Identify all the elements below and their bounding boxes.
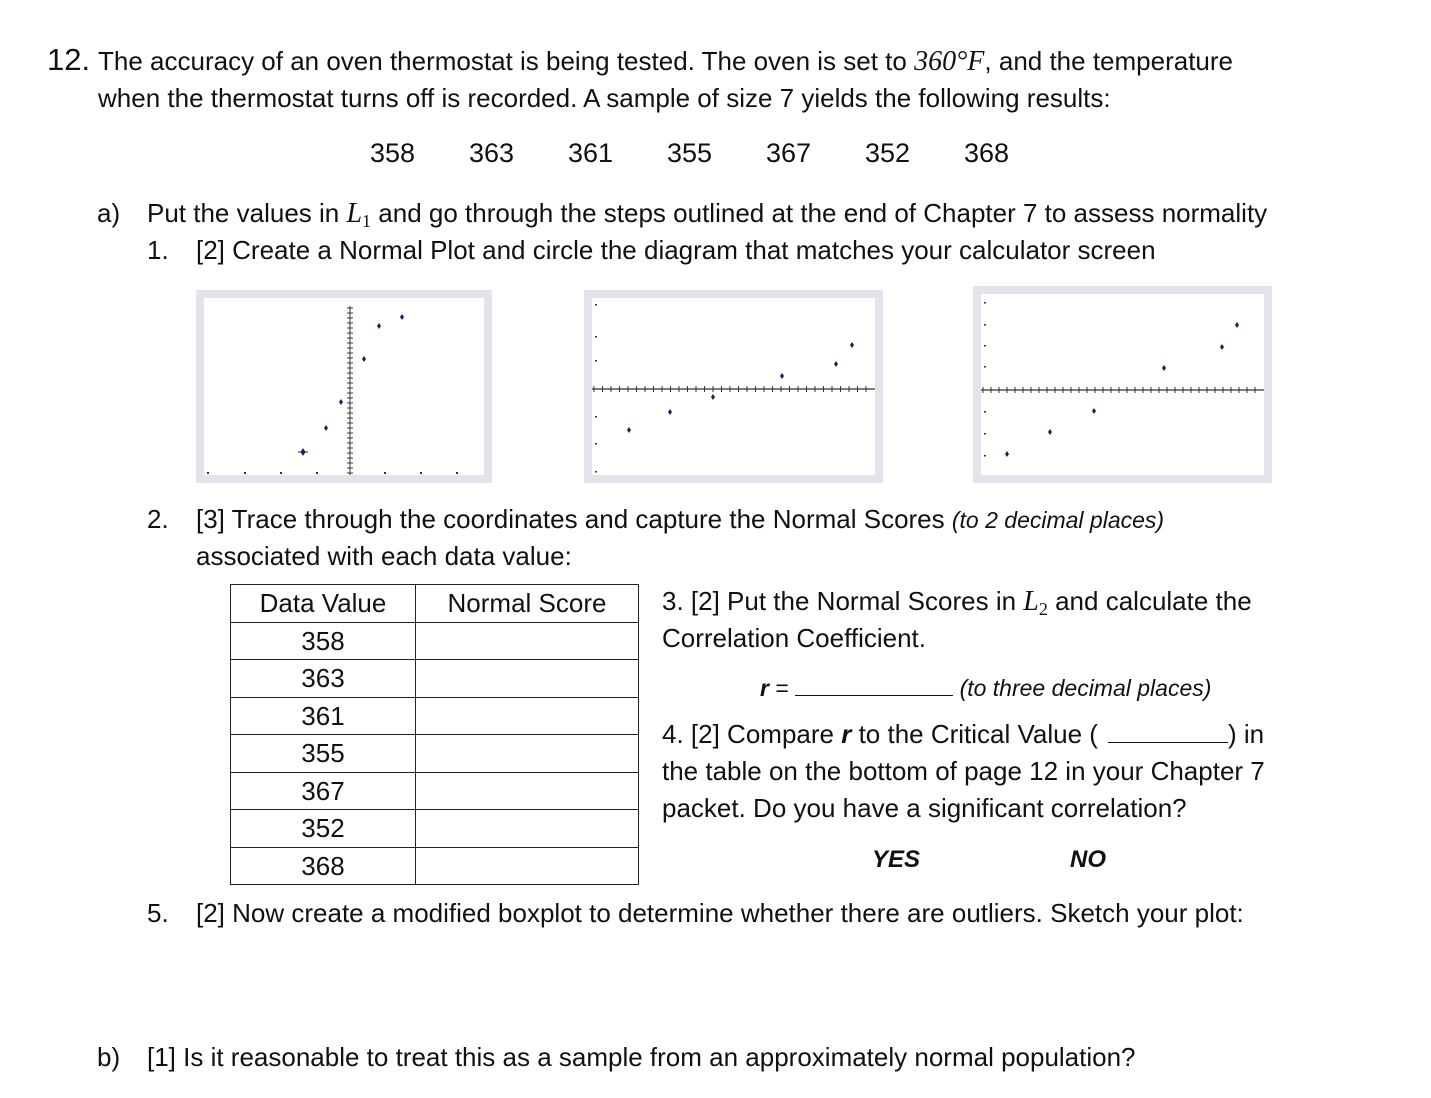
step-3-text-a: [2] Put the Normal Scores in (690, 586, 1024, 616)
part-b-text: [1] Is it reasonable to treat this as a sample from an approximately normal population? (147, 1042, 1136, 1072)
plot-2-point (668, 409, 672, 415)
plot-3-point (1048, 429, 1052, 435)
table-cell-normal-score[interactable] (416, 735, 639, 773)
plot-1-point (362, 356, 366, 362)
intro-line-1-a: The accuracy of an oven thermostat is being tested. The oven is set to (98, 46, 915, 76)
intro-line-1-b: , and the temperature (984, 46, 1234, 76)
list-l2-name: L (1023, 586, 1039, 617)
data-values-row (0, 138, 1431, 172)
table-header-normal-score: Normal Score (416, 585, 639, 623)
plot-2-point (850, 342, 854, 348)
table-header-data-value: Data Value (231, 585, 416, 623)
normal-score-table (230, 584, 639, 885)
plot-1-point (400, 314, 404, 320)
table-cell-normal-score[interactable] (416, 697, 639, 735)
table-row (231, 622, 639, 660)
data-value: 361 (568, 138, 614, 168)
step-4-number: 4. (662, 719, 684, 749)
plot-3-y-tick (984, 324, 986, 326)
table-cell-normal-score[interactable] (416, 772, 639, 810)
step-3-line-1 (662, 586, 1252, 620)
list-l1-name: L (346, 198, 363, 229)
yes-option[interactable]: YES (872, 846, 921, 873)
step-4-text-b: to the Critical Value ( (851, 719, 1098, 749)
intro-line-2: when the thermostat turns off is recorded. A sample of size 7 yields the following results: (98, 83, 1111, 113)
step-3-number: 3. (662, 586, 684, 616)
table-row (231, 772, 639, 810)
plot-3-point (1005, 451, 1009, 457)
plot-3-point (1092, 408, 1096, 414)
part-a-text (147, 198, 1267, 232)
plot-option-2-canvas (592, 298, 875, 475)
plot-1-x-tick (316, 472, 318, 474)
table-row (231, 660, 639, 698)
plot-3-y-tick (984, 366, 986, 368)
table-cell-data-value: 363 (231, 660, 416, 698)
step-3-line-2: Correlation Coefficient. (662, 623, 926, 653)
step-4-line-1 (662, 719, 1264, 750)
plot-2-point (780, 373, 784, 379)
plot-option-2[interactable] (584, 290, 883, 483)
step-3-text-b: and calculate the (1047, 586, 1252, 616)
r-answer-blank[interactable] (795, 673, 953, 696)
plot-3-point (1235, 322, 1239, 328)
part-a-text-a: Put the values in (147, 198, 347, 228)
step-4-r: r (841, 719, 852, 749)
plot-2-y-tick (595, 304, 597, 306)
table-cell-normal-score[interactable] (416, 660, 639, 698)
step-2-text-a: [3] Trace through the coordinates and capture the Normal Scores (196, 504, 952, 534)
plot-1-x-tick (280, 472, 282, 474)
list-l1 (346, 198, 371, 229)
plot-3-y-tick (984, 345, 986, 347)
table-cell-data-value: 358 (231, 622, 416, 660)
table-header-row (231, 585, 639, 623)
plot-2-y-tick (595, 360, 597, 362)
plot-1-point (298, 449, 308, 455)
plot-2-y-tick (595, 336, 597, 338)
table-row (231, 810, 639, 848)
step-2-number: 2. (147, 504, 169, 534)
plot-1-x-tick (456, 472, 458, 474)
table-cell-data-value: 368 (231, 847, 416, 885)
table-row (231, 735, 639, 773)
table-cell-normal-score[interactable] (416, 847, 639, 885)
data-value: 363 (469, 138, 515, 168)
plot-1-x-tick (244, 472, 246, 474)
step-5-text: [2] Now create a modified boxplot to determine whether there are outliers. Sketch your plot: (196, 898, 1244, 928)
intro-line-1 (98, 46, 1233, 78)
r-equals: = (768, 675, 796, 701)
plot-2-y-tick (595, 471, 597, 473)
data-value: 368 (964, 138, 1010, 168)
no-option[interactable]: NO (1070, 846, 1106, 873)
part-b-label: b) (97, 1042, 121, 1072)
plot-option-3-canvas (981, 294, 1264, 475)
plot-2-y-tick (595, 416, 597, 418)
table-row (231, 847, 639, 885)
list-l2 (1023, 586, 1048, 617)
step-4-text-c: ) in (1227, 719, 1265, 749)
plot-option-1[interactable] (196, 290, 492, 483)
question-number: 12. (47, 42, 91, 77)
plot-1-point (339, 399, 343, 405)
r-note: (to three decimal places) (959, 675, 1212, 701)
step-1-number: 1. (147, 235, 169, 265)
critical-value-blank[interactable] (1108, 720, 1228, 743)
set-temperature: 360°F (914, 46, 985, 77)
plot-3-point (1162, 365, 1166, 371)
plot-1-x-tick (207, 472, 209, 474)
plot-2-y-tick (595, 443, 597, 445)
part-a-text-b: and go through the steps outlined at the end of Chapter 7 to assess normality (371, 198, 1268, 228)
plot-3-y-tick (984, 455, 986, 457)
list-l2-sub: 2 (1038, 599, 1048, 619)
plot-1-x-tick (384, 472, 386, 474)
plot-3-y-tick (984, 302, 986, 304)
part-a-label: a) (97, 198, 121, 228)
step-5-number: 5. (147, 898, 169, 928)
table-cell-data-value: 361 (231, 697, 416, 735)
r-label: r (760, 675, 769, 701)
r-answer-line (760, 673, 1211, 702)
table-row (231, 697, 639, 735)
plot-3-y-tick (984, 433, 986, 435)
step-1-text: [2] Create a Normal Plot and circle the diagram that matches your calculator screen (196, 235, 1156, 265)
table-cell-data-value: 367 (231, 772, 416, 810)
table-cell-data-value: 352 (231, 810, 416, 848)
table-cell-normal-score[interactable] (416, 622, 639, 660)
plot-1-x-tick (420, 472, 422, 474)
plot-2-point (834, 361, 838, 367)
plot-1-point (377, 323, 381, 329)
plot-2-point (711, 394, 715, 400)
plot-3-point (1220, 344, 1224, 350)
step-4-text-a: [2] Compare (690, 719, 842, 749)
data-value: 367 (766, 138, 812, 168)
table-cell-normal-score[interactable] (416, 810, 639, 848)
plot-option-3[interactable] (973, 286, 1272, 483)
step-4-line-3: packet. Do you have a significant correlation? (662, 793, 1187, 823)
table-cell-data-value: 355 (231, 735, 416, 773)
plot-1-point (324, 425, 328, 431)
data-value: 352 (865, 138, 911, 168)
step-2-note: (to 2 decimal places) (951, 507, 1165, 533)
data-value: 358 (370, 138, 416, 168)
data-value: 355 (667, 138, 713, 168)
step-2-line-2: associated with each data value: (196, 541, 572, 571)
list-l1-sub: 1 (362, 211, 372, 231)
plot-option-1-canvas (204, 298, 484, 475)
step-2-text (196, 504, 1164, 535)
plot-2-point (627, 427, 631, 433)
plot-3-y-tick (984, 411, 986, 413)
step-4-line-2: the table on the bottom of page 12 in your Chapter 7 (662, 756, 1265, 786)
